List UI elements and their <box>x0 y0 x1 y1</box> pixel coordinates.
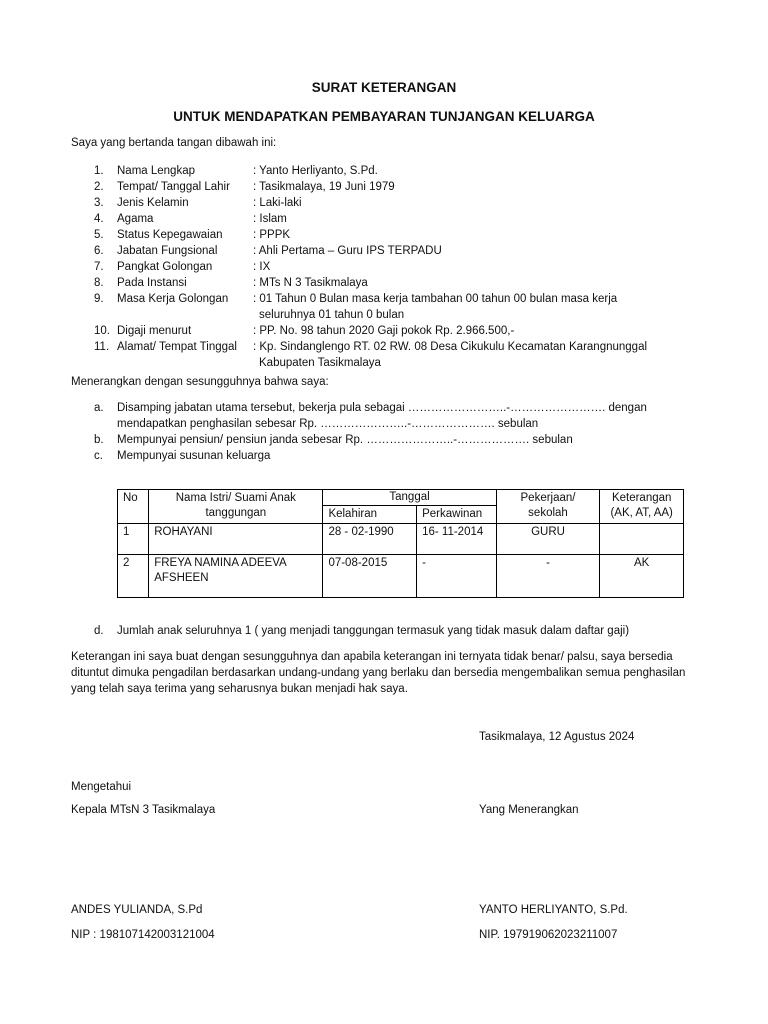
left-signer-name: ANDES YULIANDA, S.Pd <box>71 904 203 916</box>
header-kelahiran: Kelahiran <box>323 506 417 524</box>
list-item: c. Mempunyai susunan keluarga <box>94 450 271 462</box>
header-tanggal: Tanggal <box>323 490 496 506</box>
right-signer-nip: NIP. 197919062023211007 <box>479 929 618 941</box>
table-row: 1 ROHAYANI 28 - 02-1990 16- 11-2014 GURU <box>118 524 684 555</box>
right-signer-role: Yang Menerangkan <box>479 804 579 816</box>
document-subtitle: UNTUK MENDAPATKAN PEMBAYARAN TUNJANGAN KELUARGA <box>173 109 595 124</box>
list-item: a. Disamping jabatan utama tersebut, bekerja pula sebagai ……………………..-……………………. dengan mendapatkan penghasilan sebesar Rp. …………………..-…………………. sebulan <box>94 402 647 430</box>
header-keterangan: Keterangan (AK, AT, AA) <box>600 490 684 524</box>
table-row: 2 FREYA NAMINA ADEEVA AFSHEEN 07-08-2015 - - AK <box>118 555 684 598</box>
declaration-text: Menerangkan dengan sesungguhnya bahwa saya: <box>71 376 329 388</box>
header-perkawinan: Perkawinan <box>417 506 497 524</box>
intro-text: Saya yang bertanda tangan dibawah ini: <box>71 137 277 149</box>
known-label: Mengetahui <box>71 781 132 793</box>
family-table <box>117 489 684 598</box>
header-pekerjaan: Pekerjaan/ sekolah <box>496 490 600 524</box>
list-item: d. Jumlah anak seluruhnya 1 ( yang menjadi tanggungan termasuk yang tidak masuk dalam daftar gaji) <box>94 625 630 637</box>
document-title: SURAT KETERANGAN <box>311 80 457 95</box>
statement-list <box>94 400 694 464</box>
closing-paragraph: Keterangan ini saya buat dengan sesungguhnya dan apabila keterangan ini ternyata tidak benar/ palsu, saya bersedia dituntut dimuka pengadilan berdasarkan undang-undang yang berlaku dan bersedia mengembalikan semua penghasilan yang telah saya terima yang seharusnya bukan menjadi hak saya. <box>71 651 686 695</box>
list-item: b. Mempunyai pensiun/ pensiun janda sebesar Rp. …………………..-………………. sebulan <box>94 434 573 446</box>
header-no: No <box>118 490 149 524</box>
left-signer-role: Kepala MTsN 3 Tasikmalaya <box>71 804 216 816</box>
header-name: Nama Istri/ Suami Anak tanggungan <box>149 490 323 524</box>
place-date: Tasikmalaya, 12 Agustus 2024 <box>479 731 635 743</box>
left-signer-nip: NIP : 198107142003121004 <box>71 929 215 941</box>
right-signer-name: YANTO HERLIYANTO, S.Pd. <box>479 904 628 916</box>
